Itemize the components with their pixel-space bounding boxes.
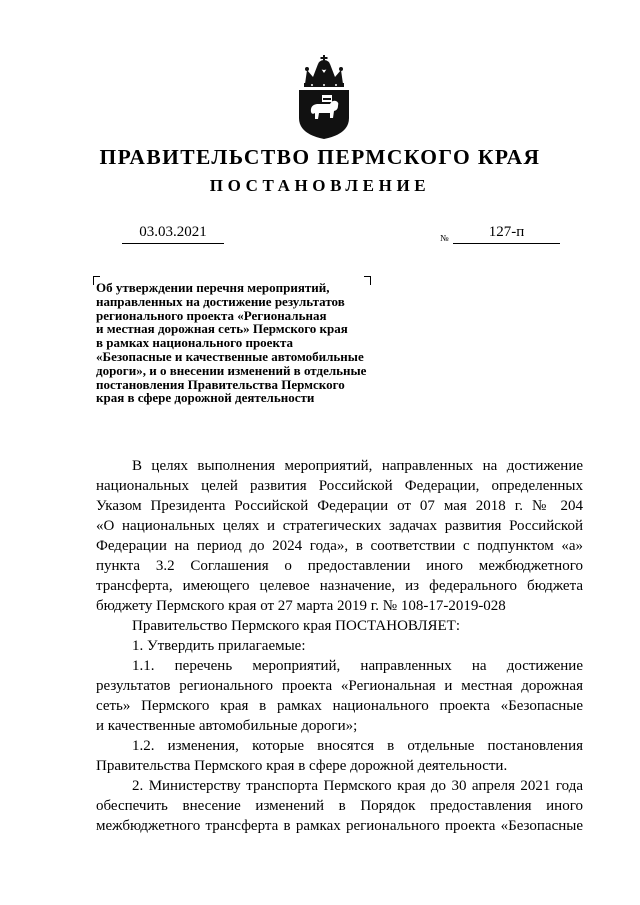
document-type: ПОСТАНОВЛЕНИЕ [209,176,431,195]
body-line: национальных целей развития Российской Федерации, определенных [96,478,583,494]
body-line: В целях выполнения мероприятий, направленных на достижение [132,458,583,474]
body-line: Правительство Пермского края ПОСТАНОВЛЯЕТ: [132,618,461,634]
coat-of-arms-emblem [296,52,352,140]
body-line: Правительства Пермского края в сфере дорожной деятельности. [96,758,508,774]
organization-title: ПРАВИТЕЛЬСТВО ПЕРМСКОГО КРАЯ [99,145,541,169]
subject-line: постановления Правительства Пермского [96,376,345,392]
body-line: Федерации на период до 2024 года», в соответствии с подпунктом «а» [96,538,583,554]
body-line: и качественные автомобильные дороги»; [96,718,358,734]
document-subject [96,281,426,405]
subject-line: регионального проекта «Региональная [96,307,327,323]
body-line: Указом Президента Российской Федерации от 07 мая 2018 г. № 204 [96,498,583,514]
body-line: 1.1. перечень мероприятий, направленных на достижение [132,658,583,674]
body-line: 2. Министерству транспорта Пермского края до 30 апреля 2021 года [132,778,583,794]
body-line: обеспечить внесение изменений в Порядок предоставления иного [96,798,583,814]
body-line: бюджету Пермского края от 27 марта 2019 г. № 108-17-2019-028 [96,598,506,614]
number-label: № [440,233,449,243]
body-line: сеть» Пермского края в рамках национального проекта «Безопасные [96,698,583,714]
body-line: результатов регионального проекта «Региональная и местная дорожная [96,678,583,694]
body-line: межбюджетного трансферта в рамках регионального проекта «Безопасные [96,818,583,834]
document-number: 127-п [453,224,560,244]
document-date: 03.03.2021 [122,224,224,244]
subject-line: в рамках национального проекта [96,335,293,351]
body-line: трансферта, имеющего целевое назначение, из федерального бюджета [96,578,583,594]
body-line: 1. Утвердить прилагаемые: [132,638,306,654]
subject-line: дороги», и о внесении изменений в отдельные [96,362,367,378]
body-line: 1.2. изменения, которые вносятся в отдельные постановления [132,738,583,754]
subject-line: и местная дорожная сеть» Пермского края [96,321,348,337]
subject-line: края в сфере дорожной деятельности [96,390,315,406]
body-line: «О национальных целях и стратегических задачах развития Российской [96,518,583,534]
subject-line: «Безопасные и качественные автомобильные [96,348,364,364]
subject-line: Об утверждении перечня мероприятий, [96,280,330,295]
subject-line: направленных на достижение результатов [96,293,345,309]
body-line: пункта 3.2 Соглашения о предоставлении иного межбюджетного [96,558,583,574]
